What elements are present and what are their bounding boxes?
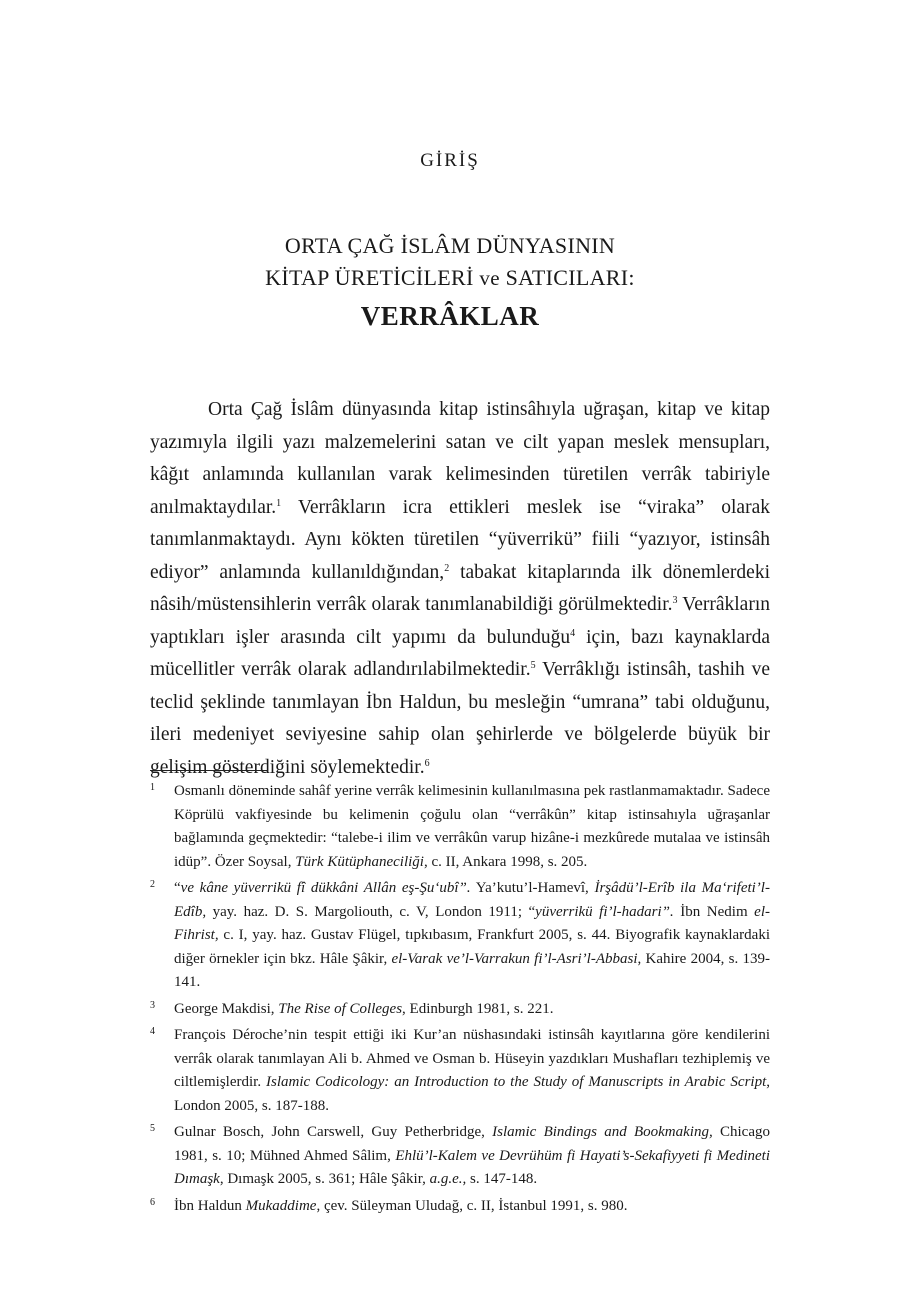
footnote-2 xyxy=(150,877,770,995)
footnote-ref-3[interactable]: 3 xyxy=(672,595,678,606)
footnote-text: c. I, yay. haz. Gustav Flügel, tıpkıbasım, Frankfurt 2005, s. 44. Biyografik kaynaklardaki diğer örnekler için bkz. Hâle Şâkir, xyxy=(174,927,770,967)
body-paragraph xyxy=(150,394,770,784)
footnote-text: “ xyxy=(174,880,181,896)
footnote-title-italic: Islamic Codicology: an Introduction to the Study of Manuscripts in Arabic Script xyxy=(266,1074,767,1090)
chapter-title xyxy=(0,230,900,336)
footnote-title-italic: Türk Kütüphaneciliği xyxy=(295,853,424,870)
footnote-title-italic: el-Fihrist, xyxy=(174,903,770,943)
footnote-number: 6 xyxy=(150,1196,155,1208)
footnote-ref-1[interactable]: 1 xyxy=(276,497,282,509)
footnote-number: 3 xyxy=(150,999,155,1011)
footnote-quote-italic: ve kâne yüverrikü fî dükkâni Allân eş-Şu‘ubî”. xyxy=(180,880,471,896)
footnote-text: George Makdisi, xyxy=(174,1000,279,1017)
sentence-4: Verrâkların yaptıkları işler arasında cilt yapımı da bulunduğu xyxy=(150,594,770,648)
footnote-text: İbn Haldun xyxy=(174,1197,246,1214)
footnote-text: Gulnar Bosch, John Carswell, Guy Petherbridge, xyxy=(174,1124,493,1140)
title-line-1: ORTA ÇAĞ İSLÂM DÜNYASININ xyxy=(284,233,616,258)
footnote-title-italic: Islamic Bindings and Bookmaking, xyxy=(492,1124,713,1140)
footnote-5 xyxy=(150,1121,770,1192)
title-line-2 xyxy=(0,262,900,294)
sentence-6: Verrâklığı istinsâh, tashih ve teclid şeklinde tanımlayan İbn Haldun, bu mesleğin “umrana” tabi olduğunu, ileri medeniyet seviyesine sahip olan şehirlerde ve bölgelerde büyük bir gelişim gösterdiğini söylemektedir. xyxy=(150,659,770,778)
footnote-divider xyxy=(150,770,268,771)
footnote-text: François Déroche’nin tespit ettiği iki Kur’an nüshasındaki istinsâh kayıtlarına göre kendilerini verrâk olarak tanımlayan Ali b. Ahmed ve Osman b. Hüseyin yazdıkları Mushafları tezhiplemiş ve ciltlemişlerdir. xyxy=(174,1027,770,1090)
footnote-quote-italic: yüverrikü fi’l-hadari”. xyxy=(535,903,674,920)
title-main: VERRÂKLAR xyxy=(360,301,540,331)
footnote-1 xyxy=(150,780,770,874)
footnote-number: 4 xyxy=(150,1026,155,1037)
title-line-2-part-a: KİTAP ÜRETİCİLERİ xyxy=(265,265,480,290)
footnote-title-italic: a.g.e., xyxy=(429,1171,467,1187)
footnote-text: yay. haz. D. S. Margoliouth, c. V, London 1911; “ xyxy=(206,903,536,920)
footnote-text: , London 2005, s. 187-188. xyxy=(174,1074,770,1114)
footnote-ref-2[interactable]: 2 xyxy=(444,562,450,574)
footnote-number: 2 xyxy=(150,879,155,890)
footnote-3 xyxy=(150,998,770,1022)
footnote-text: , Dımaşk 2005, s. 361; Hâle Şâkir, xyxy=(219,1171,430,1187)
footnote-title-italic: Mukaddime xyxy=(245,1197,317,1214)
chapter-label: GİRİŞ xyxy=(420,150,480,171)
footnote-ref-5[interactable]: 5 xyxy=(530,660,536,671)
footnote-text: s. 147-148. xyxy=(466,1171,538,1187)
footnote-text: , Kahire 2004, s. 139-141. xyxy=(174,950,770,990)
sentence-5: için, bazı kaynaklarda mücellitler verrâk olarak adlandırılabilmektedir. xyxy=(150,626,771,680)
footnote-4 xyxy=(150,1024,770,1118)
footnote-title-italic: Ehlü’l-Kalem ve Devrühüm fi Hayati’s-Sekafiyyeti fi Medineti Dımaşk xyxy=(174,1147,770,1187)
footnote-text: Osmanlı döneminde sahâf yerine verrâk kelimesinin kullanılmasına pek rastlanmamaktadır. Sadece Köprülü vakfiyesinde bu kelimenin çoğulu olan “verrâkûn” kitap istinsahıyla uğraşanlar bağlamında geçmektedir: “talebe-i ilim ve verrâkûn varup hizâne-i mezkûrede mutalaa ve istinsâh idüp”. Özer Soysal, xyxy=(174,783,770,870)
footnote-title-italic: el-Varak ve’l-Varrakun fi’l-Asri’l-Abbasi xyxy=(391,950,638,967)
footnote-number: 5 xyxy=(150,1123,155,1134)
footnote-text: , çev. Süleyman Uludağ, c. II, İstanbul 1991, s. 980. xyxy=(316,1197,628,1214)
footnote-text: , Edinburgh 1981, s. 221. xyxy=(402,1000,554,1017)
footnotes xyxy=(150,780,770,1221)
paragraph xyxy=(150,394,770,784)
footnote-ref-4[interactable]: 4 xyxy=(570,627,576,639)
footnote-text: Chicago 1981, s. 10; Mühned Ahmed Sâlim, xyxy=(174,1124,770,1164)
footnote-text: Ya’kutu’l-Hamevî, xyxy=(470,880,595,896)
footnote-title-italic: İrşâdü’l-Erîb ila Ma‘rifeti’l-Edîb, xyxy=(174,880,770,920)
footnote-6 xyxy=(150,1195,770,1219)
sentence-3: tabakat kitaplarında ilk dönemlerdeki nâsih/müstensihlerin verrâk olarak tanımlanabildiği görülmektedir. xyxy=(150,561,770,615)
sentence-2: Verrâkların icra ettikleri meslek ise “viraka” olarak tanımlanmaktaydı. Aynı kökten türetilen “yüverrikü” fiili “yazıyor, istinsâh ediyor” anlamında kullanıldığından, xyxy=(150,496,770,583)
footnote-text: , c. II, Ankara 1998, s. 205. xyxy=(423,853,588,870)
sentence-1: Orta Çağ İslâm dünyasında kitap istinsâhıyla uğraşan, kitap ve kitap yazımıyla ilgili yazı malzemelerini satan ve cilt yapan meslek mensupları, kâğıt anlamında kullanılan varak kelimesinden türetilen verrâk tabiriyle anılmaktaydılar. xyxy=(150,399,770,518)
footnote-text: İbn Nedim xyxy=(673,903,755,920)
footnote-title-italic: The Rise of Colleges xyxy=(278,1000,403,1017)
footnote-number: 1 xyxy=(150,782,155,793)
title-line-2-part-c: SATICILARI: xyxy=(499,265,635,290)
title-line-2-part-b: ve xyxy=(479,266,500,290)
footnote-ref-6[interactable]: 6 xyxy=(424,757,430,769)
